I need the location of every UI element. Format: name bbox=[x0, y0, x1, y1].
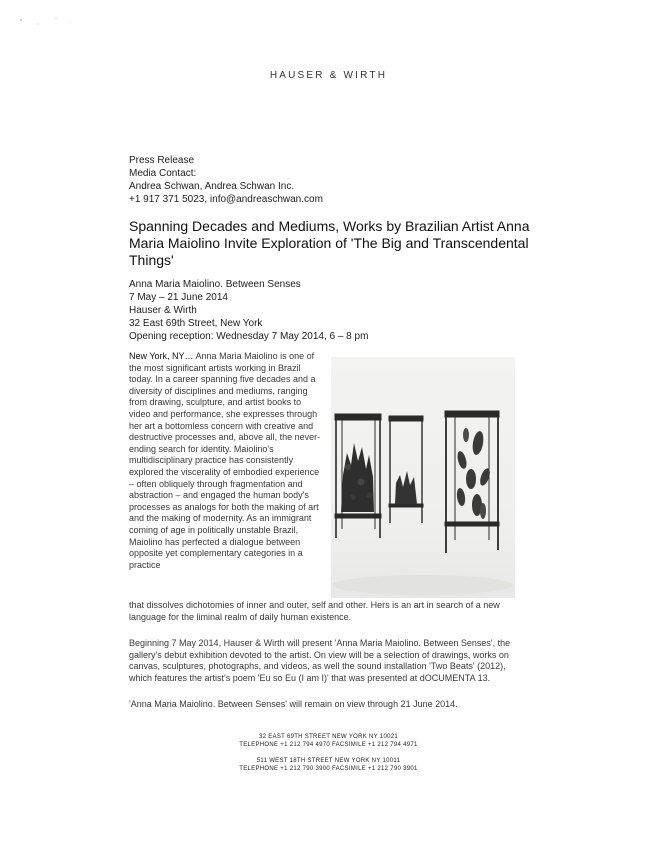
contact-details: +1 917 371 5023, info@andreaschwan.com bbox=[129, 194, 323, 205]
footer-street-1: 32 EAST 69TH STREET NEW YORK NY 10021 bbox=[258, 734, 399, 740]
scan-specks bbox=[18, 12, 78, 32]
footer-phone-2: TELEPHONE +1 212 790 3900 FACSIMILE +1 212 790 3901 bbox=[239, 766, 418, 772]
exhibition-details bbox=[129, 278, 368, 343]
exhibition-title: Anna Maria Maiolino. Between Senses bbox=[129, 279, 301, 290]
middle-vitrine bbox=[389, 416, 423, 523]
exhibition-dates: 7 May – 21 June 2014 bbox=[129, 292, 228, 303]
right-sculpture bbox=[456, 428, 492, 519]
gallery-address: 32 East 69th Street, New York bbox=[129, 318, 263, 329]
middle-sculpture bbox=[395, 471, 417, 504]
footer-phone-1: TELEPHONE +1 212 794 4970 FACSIMILE +1 212 794 4971 bbox=[239, 742, 418, 748]
body-paragraph-1 bbox=[129, 351, 325, 571]
dateline: New York, NY… bbox=[129, 351, 194, 361]
left-sculpture bbox=[341, 443, 374, 512]
footer-address-1 bbox=[0, 733, 657, 749]
body-paragraph-2: Beginning 7 May 2014, Hauser & Wirth will present 'Anna Maria Maiolino. Between Senses', the gallery's debut exhibition devoted to the artist. On view will be a selection of drawings, works on canvas, sculptures, photographs, and videos, as well the sound installation 'Two Beats' (2012), which features the artist's poem 'Eu so Eu (I am I)' that was presented at dOCUMENTA 13. bbox=[129, 638, 511, 683]
press-header bbox=[129, 154, 323, 206]
contact-name: Andrea Schwan, Andrea Schwan Inc. bbox=[129, 181, 295, 192]
footer-address-2 bbox=[0, 757, 657, 773]
body-paragraph-1-end: that dissolves dichotomies of inner and outer, self and other. Hers is an art in search of a new language for the liminal realm of daily human existence. bbox=[129, 600, 500, 622]
footer-street-2: 511 WEST 18TH STREET NEW YORK NY 10011 bbox=[256, 758, 401, 764]
body-paragraph-3: 'Anna Maria Maiolino. Between Senses' will remain on view through 21 June 2014. bbox=[129, 699, 458, 709]
gallery-logo: HAUSER & WIRTH bbox=[269, 70, 388, 81]
opening-reception: Opening reception: Wednesday 7 May 2014, 6 – 8 pm bbox=[129, 331, 369, 342]
media-contact-label: Media Contact: bbox=[129, 168, 197, 179]
headline: Spanning Decades and Mediums, Works by Brazilian Artist Anna Maria Maiolino Invite Exploration of 'The Big and Transcendental Things' bbox=[129, 218, 530, 268]
body-paragraph-1-text: Anna Maria Maiolino is one of the most significant artists working in Brazil today. In a career spanning five decades and a diversity of disciplines and mediums, ranging from drawing, sculpture, and artist books to video and performance, she expresses through her art a bottomless concern with creative and destructive processes and, above all, the never-ending search for identity. Maiolino's multidisciplinary practice has consistently explored the viscerality of embodied experience – often obliquely through fragmentation and abstraction – and engaged the human body's processes as analogs for both the making of art and the making of modernity. As an immigrant coming of age in politically unstable Brazil, Maiolino has perfected a dialogue between opposite yet complementary categories in a practice bbox=[129, 351, 321, 570]
sculpture-photo bbox=[331, 357, 515, 598]
press-release-label: Press Release bbox=[129, 155, 195, 166]
gallery-name: Hauser & Wirth bbox=[129, 305, 197, 316]
